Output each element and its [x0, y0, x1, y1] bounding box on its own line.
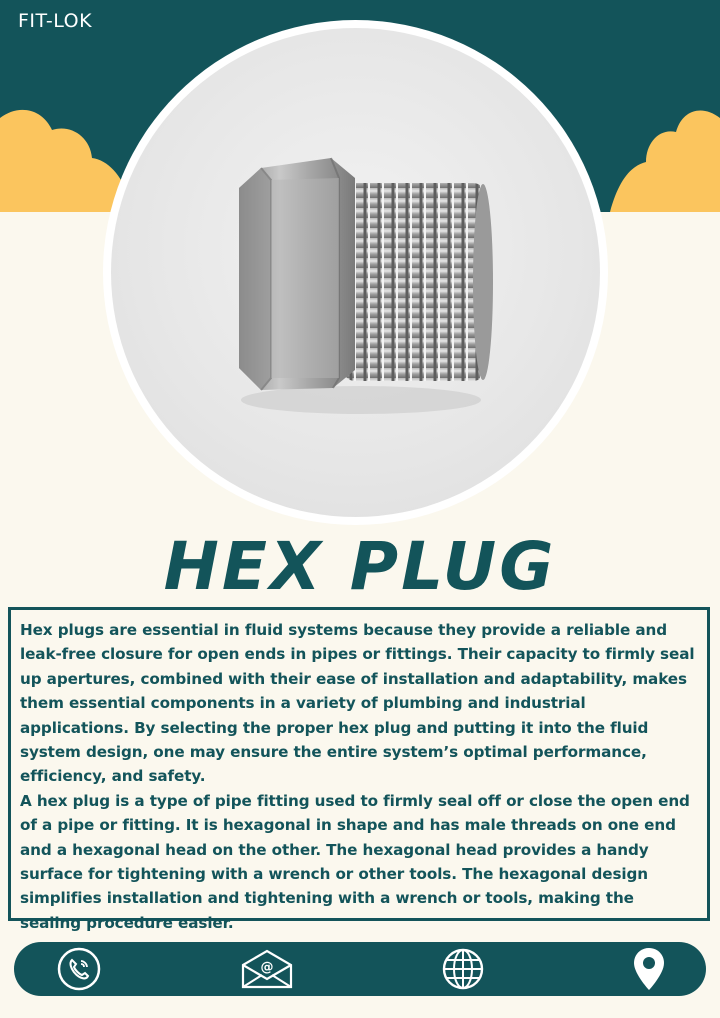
location-pin-icon[interactable]	[622, 942, 676, 996]
svg-text:@: @	[260, 960, 274, 975]
description-paragraph-2: A hex plug is a type of pipe fitting used to firmly seal off or close the open end of a pipe or fitting. It is hexagonal in shape and has male threads on one end and a hexagonal head on the other. The hexagonal head provides a handy surface for tightening with a wrench or other tools. The hexagonal design simplifies installation and tightening with a wrench or tools, making the sealing procedure easier.	[20, 791, 690, 932]
globe-icon[interactable]	[436, 942, 490, 996]
hex-plug-illustration	[111, 28, 600, 517]
email-icon[interactable]	[240, 942, 294, 996]
footer-contact-bar	[14, 942, 706, 996]
phone-icon[interactable]	[52, 942, 106, 996]
page-title: HEX PLUG	[163, 528, 557, 605]
decorative-cloud-right	[610, 0, 720, 230]
description-paragraph-1: Hex plugs are essential in fluid systems because they provide a reliable and leak-free closure for open ends in pipes or fittings. Their capacity to firmly seal up apertures, combined with their ease of installation and adaptability, makes them essential components in a variety of plumbing and industrial applications. By selecting the proper hex plug and putting it into the fluid system design, one may ensure the entire system’s optimal performance, efficiency, and safety.	[20, 621, 695, 786]
description-box	[8, 607, 710, 932]
brand-logo-text: FIT-LOK	[18, 10, 93, 32]
product-image	[111, 28, 600, 517]
